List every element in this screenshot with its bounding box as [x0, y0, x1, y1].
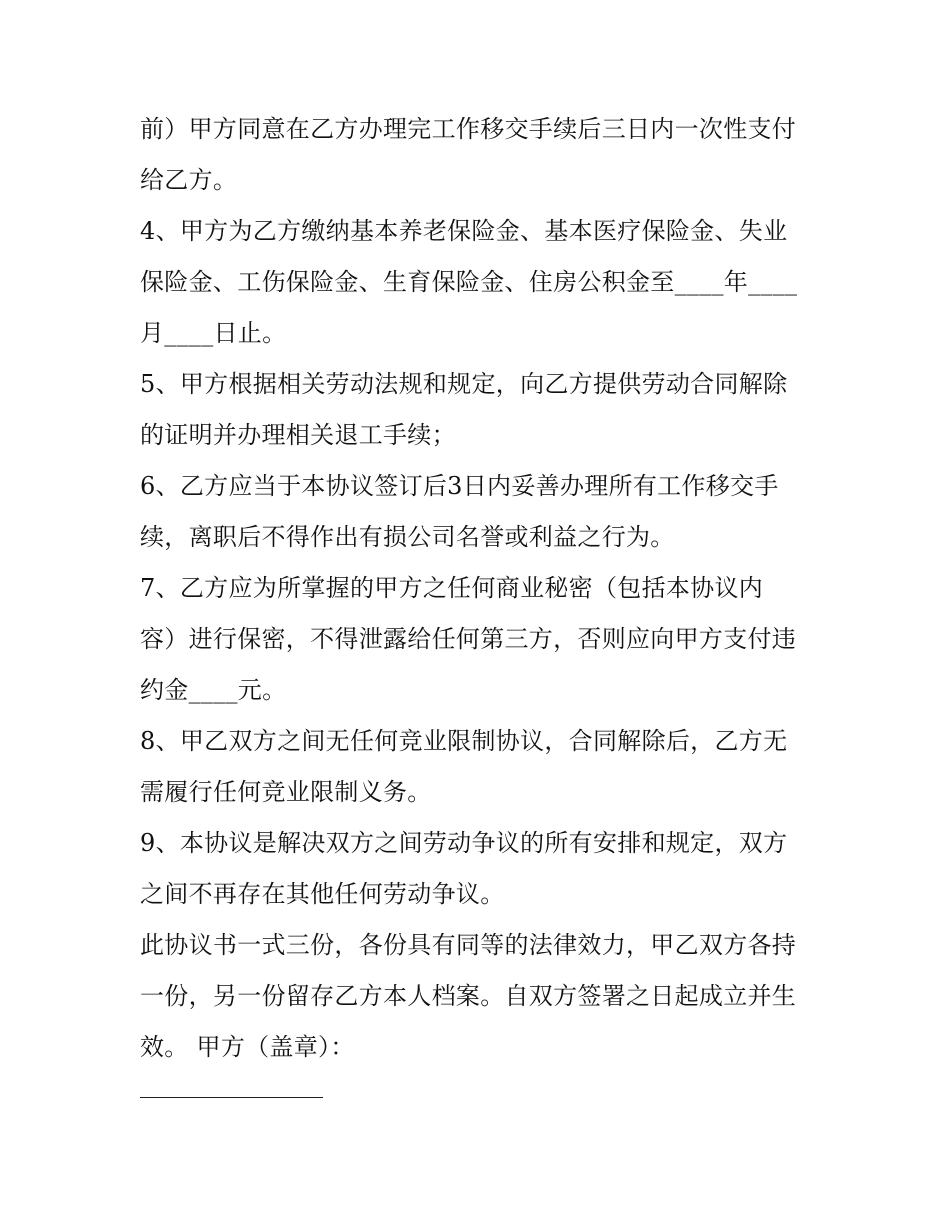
agreement-text [140, 104, 820, 1073]
text-line: 容）进行保密，不得泄露给任何第三方，否则应向甲方支付违 [140, 625, 797, 653]
text-line: 需履行任何竞业限制义务。 [140, 778, 432, 806]
text-line: 的证明并办理相关退工手续； [140, 421, 456, 449]
clause-6-line: 6、乙方应当于本协议签订后3日内妥善办理所有工作移交手 [140, 472, 779, 500]
text-line: 续，离职后不得作出有损公司名誉或利益之行为。 [140, 523, 675, 551]
clause-5-line: 5、甲方根据相关劳动法规和规定，向乙方提供劳动合同解除 [140, 370, 788, 398]
closing-paragraph-line: 此协议书一式三份，各份具有同等的法律效力，甲乙双方各持 [140, 931, 797, 959]
text-line: 保险金、工伤保险金、生育保险金、住房公积金至____年____ [140, 268, 798, 296]
text-line: 约金____元。 [140, 676, 287, 704]
party-a-seal-label: 效。 甲方（盖章）： [140, 1033, 355, 1061]
text-line: 给乙方。 [140, 166, 238, 194]
text-line: 一份，另一份留存乙方本人档案。自双方签署之日起成立并生 [140, 982, 797, 1010]
text-line: 月____日止。 [140, 319, 287, 347]
clause-4-line: 4、甲方为乙方缴纳基本养老保险金、基本医疗保险金、失业 [140, 217, 788, 245]
text-line: 之间不再存在其他任何劳动争议。 [140, 880, 505, 908]
text-line: 前）甲方同意在乙方办理完工作移交手续后三日内一次性支付 [140, 115, 797, 143]
signature-blank-line [140, 1097, 323, 1098]
clause-8-line: 8、甲乙双方之间无任何竞业限制协议，合同解除后，乙方无 [140, 727, 788, 755]
clause-9-line: 9、本协议是解决双方之间劳动争议的所有安排和规定，双方 [140, 829, 788, 857]
clause-7-line: 7、乙方应为所掌握的甲方之任何商业秘密（包括本协议内 [140, 574, 764, 602]
